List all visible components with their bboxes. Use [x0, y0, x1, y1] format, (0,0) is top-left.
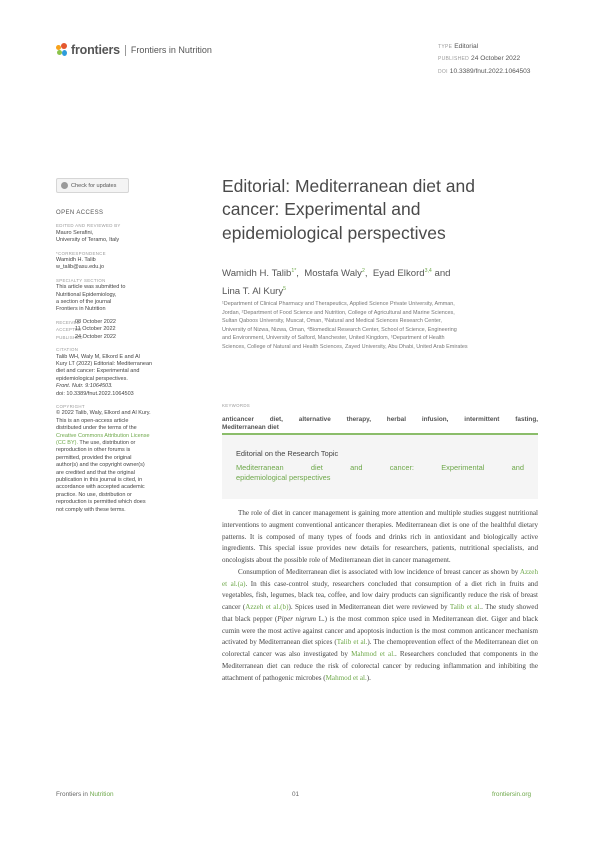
research-topic-link[interactable]: epidemiological perspectives: [236, 473, 331, 482]
reference-link[interactable]: Mahmod et al.: [325, 673, 367, 682]
citation-line: Front. Nutr. 9:1064503.: [56, 383, 113, 390]
editor-name: Mauro Serafini,: [56, 229, 94, 236]
copyright-line: accordance with accepted academic: [56, 484, 145, 491]
copyright-line: This is an open-access article: [56, 417, 129, 424]
author-sup: 1*: [291, 268, 297, 274]
affiliations: [222, 300, 540, 351]
edited-heading: EDITED AND REVIEWED BY: [56, 223, 121, 229]
reference-link[interactable]: Mahmod et al.: [351, 650, 395, 658]
author-sup: 2: [361, 268, 365, 274]
footer-journal: [56, 791, 114, 798]
author-name[interactable]: Mostafa Waly: [304, 268, 362, 280]
specialty-line: Frontiers in Nutrition: [56, 306, 106, 313]
research-topic-link[interactable]: Mediterranean diet and cancer: Experimental and: [236, 463, 524, 472]
author-sup: 3,4: [424, 268, 432, 274]
reference-link[interactable]: Azzeh et al.(a): [222, 567, 538, 588]
research-topic-heading: Editorial on the Research Topic: [236, 449, 339, 458]
affiliation-line: University of Nizwa, Nizwa, Oman, ⁴Biomedical Research Center, School of Science, Engineering: [222, 326, 457, 333]
logo-divider: [125, 45, 126, 56]
copyright-line: are credited and that the original: [56, 469, 135, 476]
update-check-icon: [61, 182, 68, 189]
journal-logo[interactable]: [56, 43, 212, 57]
copyright-line: publication in this journal is cited, in: [56, 477, 143, 483]
text-run: . In this case-control study, researchers concluded that consumption of a diet rich in fruits and vegetables, fish, legumes, black tea, coffee, and low dairy products can significantly reduce the risk of breast cancer (: [222, 579, 538, 611]
affiliation-line: ¹Department of Clinical Pharmacy and Therapeutics, Applied Science Private University, Amman,: [222, 301, 455, 307]
date-value: 11 October 2022: [75, 326, 116, 333]
article-body: [222, 508, 538, 684]
correspondence-heading: *CORRESPONDENCE: [56, 250, 106, 256]
published-label: PUBLISHED: [438, 56, 470, 63]
citation-heading: CITATION: [56, 347, 79, 353]
frontiers-logo-icon: [56, 43, 68, 57]
species-name: Piper nigrum: [277, 614, 317, 623]
author-name[interactable]: Lina T. Al Kury: [222, 285, 284, 297]
text-run: L.) is the most common spice used in Mediterranean diet. Giger and black cumin were the most active against cancer and apoptosis induction is the most common anticancer mechanism activated by Mediterranean diet spices (: [222, 614, 539, 647]
text-run: . The study showed that black pepper (: [222, 603, 539, 623]
text-run: Consumption of Mediterranean diet is associated with low incidence of breast cancer as shown by: [238, 567, 520, 576]
copyright-line: The use, distribution or: [78, 439, 136, 446]
date-value: 08 October 2022: [75, 318, 116, 325]
doi-value[interactable]: 10.3389/fnut.2022.1064503: [449, 67, 531, 75]
title-line: Editorial: Mediterranean diet and: [222, 176, 475, 196]
copyright-line: not comply with these terms.: [56, 506, 126, 513]
date-label: ACCEPTED: [56, 327, 82, 333]
copyright-heading: COPYRIGHT: [56, 403, 85, 409]
paragraph: The role of diet in cancer management is gaining more attention and multiple studies suggest nutritional interventions to augment conventional anticancer therapies. Mediterranean diet is one of the healthful dietary patterns. It is composed of many types of foods and drinks rich in antioxidant and biologically active ingredients. This special issue provides new details for researchers, patients, nutritional specialists, and oncologists about the possible role of Mediterranean diet in cancer management.: [222, 509, 538, 564]
copyright-line: permitted, provided the original: [56, 454, 132, 461]
reference-link[interactable]: Talib et al.: [336, 638, 368, 647]
type-label: TYPE: [438, 44, 453, 50]
date-value: 24 October 2022: [75, 333, 116, 340]
title-line: epidemiological perspectives: [222, 222, 446, 243]
published-value: 24 October 2022: [471, 55, 521, 63]
license-link[interactable]: Creative Commons Attribution License: [56, 432, 150, 439]
research-topic-box: [222, 433, 538, 499]
copyright-line: © 2022 Talib, Waly, Elkord and Al Kury.: [56, 410, 151, 417]
footer-journal-name: Nutrition: [89, 791, 114, 798]
text-run: . Researchers concluded that components in the Mediterranean diet can reduce the risk of colorectal cancer by reducing inflammation and inhibiting the attachment of pathogenic microbes (: [222, 650, 539, 682]
editor-affiliation: University of Teramo, Italy: [56, 237, 120, 244]
copyright-line: distributed under the terms of the: [56, 425, 137, 432]
title-line: cancer: Experimental and: [222, 199, 421, 220]
affiliation-line: Jordan, ²Department of Food Science and Nutrition, College of Agricultural and Marine Sciences,: [222, 309, 455, 316]
page-number: 01: [292, 791, 300, 798]
affiliation-line: Sultan Qaboos University, Muscat, Oman, ³Natural and Medical Sciences Research Center,: [222, 318, 442, 324]
open-access-label: OPEN ACCESS: [56, 210, 104, 216]
affiliation-line: and Environment, University of Salford, Manchester, United Kingdom, ⁵Department of Health: [222, 335, 445, 341]
specialty-line: Nutritional Epidemiology,: [56, 291, 117, 298]
citation-line: epidemiological perspectives.: [56, 375, 128, 382]
author-list: Wamidh H. Talib$^{1*}$, Mostafa Waly$^2$, Eyad Elkord$^{3,4}$ and Lina T. Al Kury$^5$: [222, 268, 451, 297]
journal-name: Frontiers in Nutrition: [130, 45, 212, 55]
sidebar-info: [56, 210, 182, 514]
affiliation-line: Sciences, College of Natural and Health Sciences, Zayed University, Abu Dhabi, United Arab Emirates: [222, 343, 468, 350]
paragraph: [222, 567, 538, 685]
doi-label: DOI: [438, 68, 448, 75]
text-run: ).: [366, 673, 371, 682]
brand-name: frontiers: [71, 43, 120, 57]
correspondence-name: Wamidh H. Talib: [56, 257, 96, 264]
copyright-line: reproduction is permitted which does: [56, 499, 146, 506]
footer-journal-prefix: Frontiers in: [56, 791, 90, 798]
author-name[interactable]: Wamidh H. Talib: [222, 268, 292, 280]
keywords-heading: KEYWORDS: [222, 403, 251, 408]
specialty-heading: SPECIALTY SECTION: [56, 277, 106, 283]
type-value: Editorial: [454, 43, 479, 50]
text-run: ). The chemoprevention effect of the Mediterranean diet on colorectal cancer was also investigated by: [222, 638, 538, 658]
author-sup: 5: [283, 285, 287, 292]
reference-link[interactable]: Azzeh et al.(b): [245, 603, 289, 611]
date-label: PUBLISHED: [56, 334, 83, 340]
author-and: and: [434, 268, 451, 280]
article-meta: [438, 41, 530, 78]
keywords-line: anticancer diet, alternative therapy, herbal infusion, intermittent fasting,: [222, 416, 538, 423]
correspondence-email[interactable]: w_talib@asu.edu.jo: [56, 264, 105, 271]
specialty-line: a section of the journal: [56, 299, 112, 306]
check-updates-label: Check for updates: [71, 182, 117, 189]
citation-line: Kury LT (2022) Editorial: Mediterranean: [56, 360, 153, 367]
license-link-short[interactable]: (CC BY).: [56, 439, 78, 446]
date-row: [56, 319, 182, 326]
date-label: RECEIVED: [56, 319, 81, 325]
citation-line: diet and cancer: Experimental and: [56, 368, 140, 375]
date-row: [56, 326, 182, 333]
citation-line: doi: 10.3389/fnut.2022.1064503: [56, 390, 134, 397]
copyright-line: author(s) and the copyright owner(s): [56, 462, 145, 469]
author-name[interactable]: Eyad Elkord: [372, 268, 425, 280]
text-run: ). Spices used in Mediterranean diet were reviewed by: [288, 603, 450, 611]
specialty-line: This article was submitted to: [56, 284, 126, 291]
check-for-updates-button[interactable]: [56, 178, 129, 193]
copyright-line: practice. No use, distribution or: [56, 491, 132, 498]
article-title: [222, 175, 547, 245]
footer-site-link[interactable]: frontiersin.org: [492, 791, 532, 798]
keywords-line: Mediterranean diet: [222, 424, 279, 431]
citation-line: Talib WH, Waly M, Elkord E and Al: [56, 353, 140, 360]
date-row: [56, 334, 182, 341]
reference-link[interactable]: Talib et al.: [449, 603, 482, 611]
copyright-line: reproduction in other forums is: [56, 447, 131, 454]
